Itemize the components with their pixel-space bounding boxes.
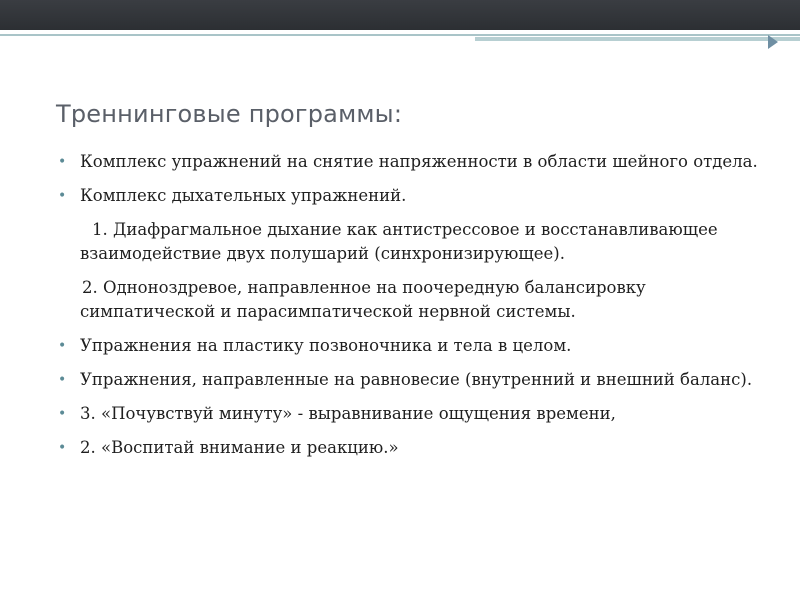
slide-content-list (58, 150, 758, 470)
accent-line (0, 34, 800, 36)
arrow-marker-icon (768, 35, 778, 49)
slide-title: Треннинговые программы: (56, 100, 403, 128)
list-subitem: 1. Диафрагмальное дыхание как антистрессовое и восстанавливающее взаимодействие двух полушарий (синхронизирующее). (80, 220, 718, 263)
top-band (0, 0, 800, 30)
list-item: • 3. «Почувствуй минуту» - выравнивание ощущения времени, (58, 402, 758, 426)
list-item: • Комплекс дыхательных упражнений. (58, 184, 758, 208)
list-subitem: 2. Одноноздревое, направленное на поочередную балансировку симпатической и парасимпатической нервной системы. (80, 278, 646, 321)
list-item: • Комплекс упражнений на снятие напряженности в области шейного отдела. (58, 150, 758, 174)
list-item: • Упражнения, направленные на равновесие (внутренний и внешний баланс). (58, 368, 758, 392)
accent-line-right (475, 37, 800, 41)
list-item: • 2. «Воспитай внимание и реакцию.» (58, 436, 758, 460)
list-item: • Упражнения на пластику позвоночника и тела в целом. (58, 334, 758, 358)
